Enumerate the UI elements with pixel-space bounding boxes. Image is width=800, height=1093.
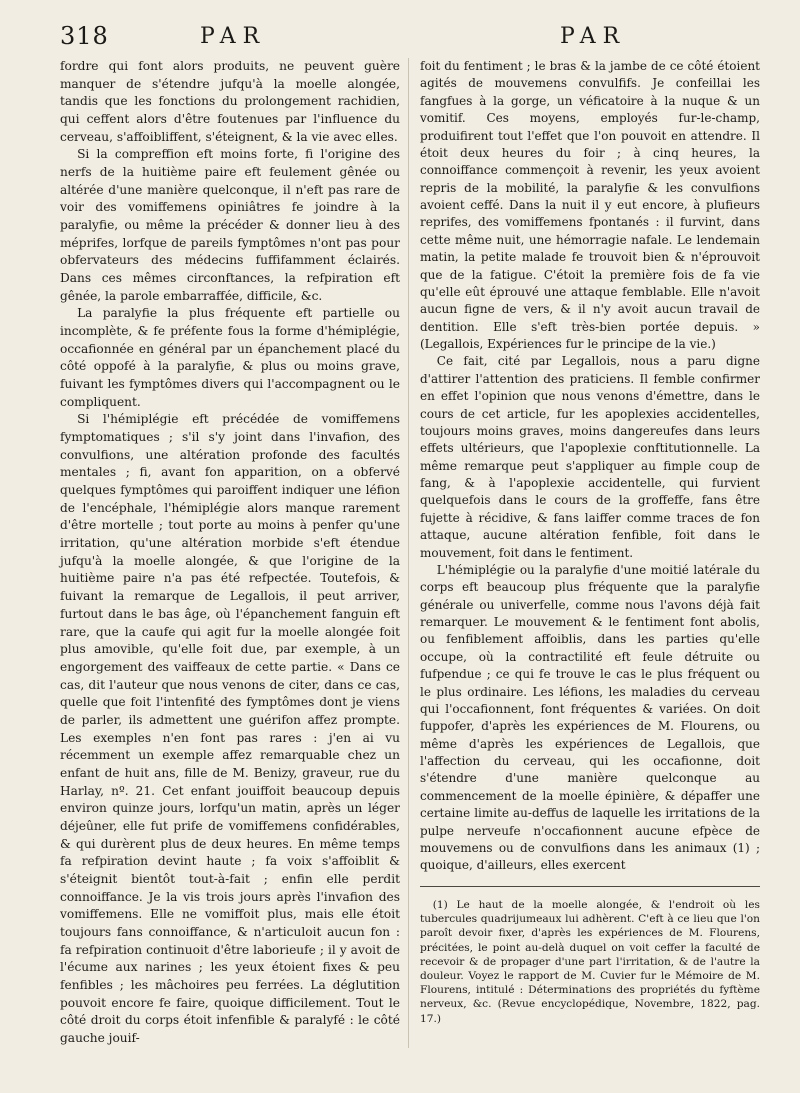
running-head-left: PAR — [200, 24, 267, 49]
footnote-rule — [420, 886, 760, 887]
paragraph: La paralyfie la plus fréquente eft partielle ou incomplète, & fe préfente fous la forme d'hémiplégie, occafionnée en général par un épanchement placé du côté oppofé à la paralyfie, & plus ou moins grave, fuivant les fymptômes divers qui l'accompagnent ou le compliquent. — [60, 306, 400, 409]
footnote — [420, 898, 760, 1026]
paragraph: Ce fait, cité par Legallois, nous a paru digne d'attirer l'attention des praticiens. Il femble confirmer en effet l'opinion que nous venons d'émettre, dans le cours de cet article, fur les apoplexies accidentelles, toujours moins graves, moins dangereufes dans leurs effets ultérieurs, que l'apoplexie conftitutionnelle. La même remarque peut s'appliquer au fimple coup de fang, & à l'apoplexie accidentelle, qui furvient quelquefois dans le cours de la groffeffe, fans être fujette à récidive, & fans laiffer comme traces de fon attaque, aucune altération fenfible, foit dans le mouvement, foit dans le fentiment. — [420, 354, 760, 560]
running-head-right: PAR — [560, 24, 627, 49]
page-header — [60, 22, 755, 56]
paragraph: fordre qui font alors produits, ne peuvent guère manquer de s'étendre jufqu'à la moelle alongée, tandis que les fonctions du prolongement rachidien, qui ceffent alors d'être foutenues par l'influence du cerveau, s'affoibliffent, s'éteignent, & la vie avec elles. — [60, 59, 400, 144]
paragraph: Si la compreffion eft moins forte, fi l'origine des nerfs de la huitième paire eft feulement gênée ou altérée d'une manière quelconque, il n'eft pas rare de voir des vomiffemens opiniâtres fe joindre à la paralyfie, ou même la précéder & donner lieu à des méprifes, lorfque de pareils fymptômes n'ont pas pour obfervateurs des médecins fuffifamment éclairés. Dans ces mêmes circonftances, la refpiration eft gênée, la parole embarraffée, difficile, &c. — [60, 147, 400, 303]
left-column — [60, 58, 400, 1048]
footnote-text: (1) Le haut de la moelle alongée, & l'endroit où les tubercules quadrijumeaux lui adhèrent. C'eft à ce lieu que l'on paroît devoir fixer, d'après les expériences de M. Flourens, précitées, le point au-delà duquel on voit ceffer la faculté de recevoir & de propager d'une part l'irritation, & de l'autre la douleur. Voyez le rapport de M. Cuvier fur le Mémoire de M. Flourens, intitulé : Déterminations des propriétés du fyftème nerveux, &c. (Revue encyclopédique, Novembre, 1822, pag. 17.) — [420, 899, 760, 1025]
paragraph: L'hémiplégie ou la paralyfie d'une moitié latérale du corps eft beaucoup plus fréquente que la paralyfie générale ou univerfelle, comme nous l'avons déjà fait remarquer. Le mouvement & le fentiment font abolis, ou fenfiblement affoiblis, dans les parties qu'elle occupe, où la contractilité eft feule détruite ou fufpendue ; ce qui fe trouve le cas le plus fréquent ou le plus ordinaire. Les léfions, les maladies du cerveau qui l'occafionnent, font fréquentes & variées. On doit fuppofer, d'après les expériences de M. Flourens, ou même d'après les expériences de Legallois, que l'affection du cerveau, qui les occafionne, doit s'étendre d'une manière quelconque au commencement de la moelle épinière, & dépaffer une certaine limite au-deffus de laquelle les irritations de la pulpe nerveufe n'occafionnent aucune efpèce de mouvemens ou de convulfions dans les animaux (1) ; quoique, d'ailleurs, elles exercent — [420, 562, 760, 873]
column-gutter — [408, 58, 409, 1048]
paragraph: Si l'hémiplégie eft précédée de vomiffemens fymptomatiques ; s'il s'y joint dans l'invafion, des convulfions, une altération profonde des facultés mentales ; fi, avant fon apparition, on a obfervé quelques fymptômes qui paroiffent indiquer une léfion de l'encéphale, l'hémiplégie alors manque rarement d'être mortelle ; tout porte au moins à penfer qu'une irritation, qu'une altération morbide s'eft étendue jufqu'à la moelle alongée, & que l'origine de la huitième paire n'a pas été refpectée. Toutefois, & fuivant la remarque de Legallois, il peut arriver, furtout dans le bas âge, où l'épanchement fanguin eft rare, que la caufe qui agit fur la moelle alongée foit plus amovible, qu'elle foit due, par exemple, à un engorgement des vaiffeaux de cette partie. « Dans ce cas, dit l'auteur que nous venons de citer, dans ce cas, quelle que foit l'intenfité des fymptômes dont je viens de parler, ils admettent une guérifon affez prompte. Les exemples n'en font pas rares : j'en ai vu récemment un exemple affez remarquable chez un enfant de huit ans, fille de M. Benizy, graveur, rue du Harlay, nº. 21. Cet enfant jouiffoit beaucoup depuis environ quinze jours, lorfqu'un matin, après un léger déjeûner, elle fut prife de vomiffemens confidérables, & qui durèrent plus de deux heures. En même temps fa refpiration devint haute ; fa voix s'affoiblit & s'éteignit bientôt tout-à-fait ; enfin elle perdit connoiffance. Je la vis trois jours après l'invafion des vomiffemens. Elle ne vomiffoit plus, mais elle étoit toujours fans connoiffance, & n'articuloit aucun fon : fa refpiration continuoit d'être laborieufe ; il y avoit de l'écume aux narines ; les yeux étoient fixes & peu fenfibles ; les mâchoires peu ferrées. La déglutition pouvoit encore fe faire, quoique difficilement. Tout le côté droit du corps étoit infenfible & paralyfé : le côté gauche jouif- — [60, 412, 400, 1045]
page-number: 318 — [60, 22, 109, 50]
paragraph: foit du fentiment ; le bras & la jambe de ce côté étoient agités de mouvemens convulfifs. Je confeillai les fangfues à la gorge, un véficatoire à la nuque & un vomitif. Ces moyens, employés fur-le-champ, produifirent tout l'effet que l'on pouvoit en attendre. Il étoit deux heures du foir ; à cinq heures, la connoiffance commençoit à revenir, les yeux avoient repris de la mobilité, la paralyfie & les convulfions avoient ceffé. Dans la nuit il y eut encore, à plufieurs reprifes, des vomiffemens fpontanés : il furvint, dans cette même nuit, une hémorragie nafale. Le lendemain matin, la petite malade fe trouvoit bien & n'éprouvoit que de la fatigue. C'étoit la première fois de fa vie qu'elle eût éprouvé une attaque femblable. Elle n'avoit aucun figne de vers, & il n'y avoit aucun travail de dentition. Elle s'eft très-bien portée depuis. » (Legallois, Expériences fur le principe de la vie.) — [420, 59, 760, 351]
right-column — [420, 58, 760, 875]
